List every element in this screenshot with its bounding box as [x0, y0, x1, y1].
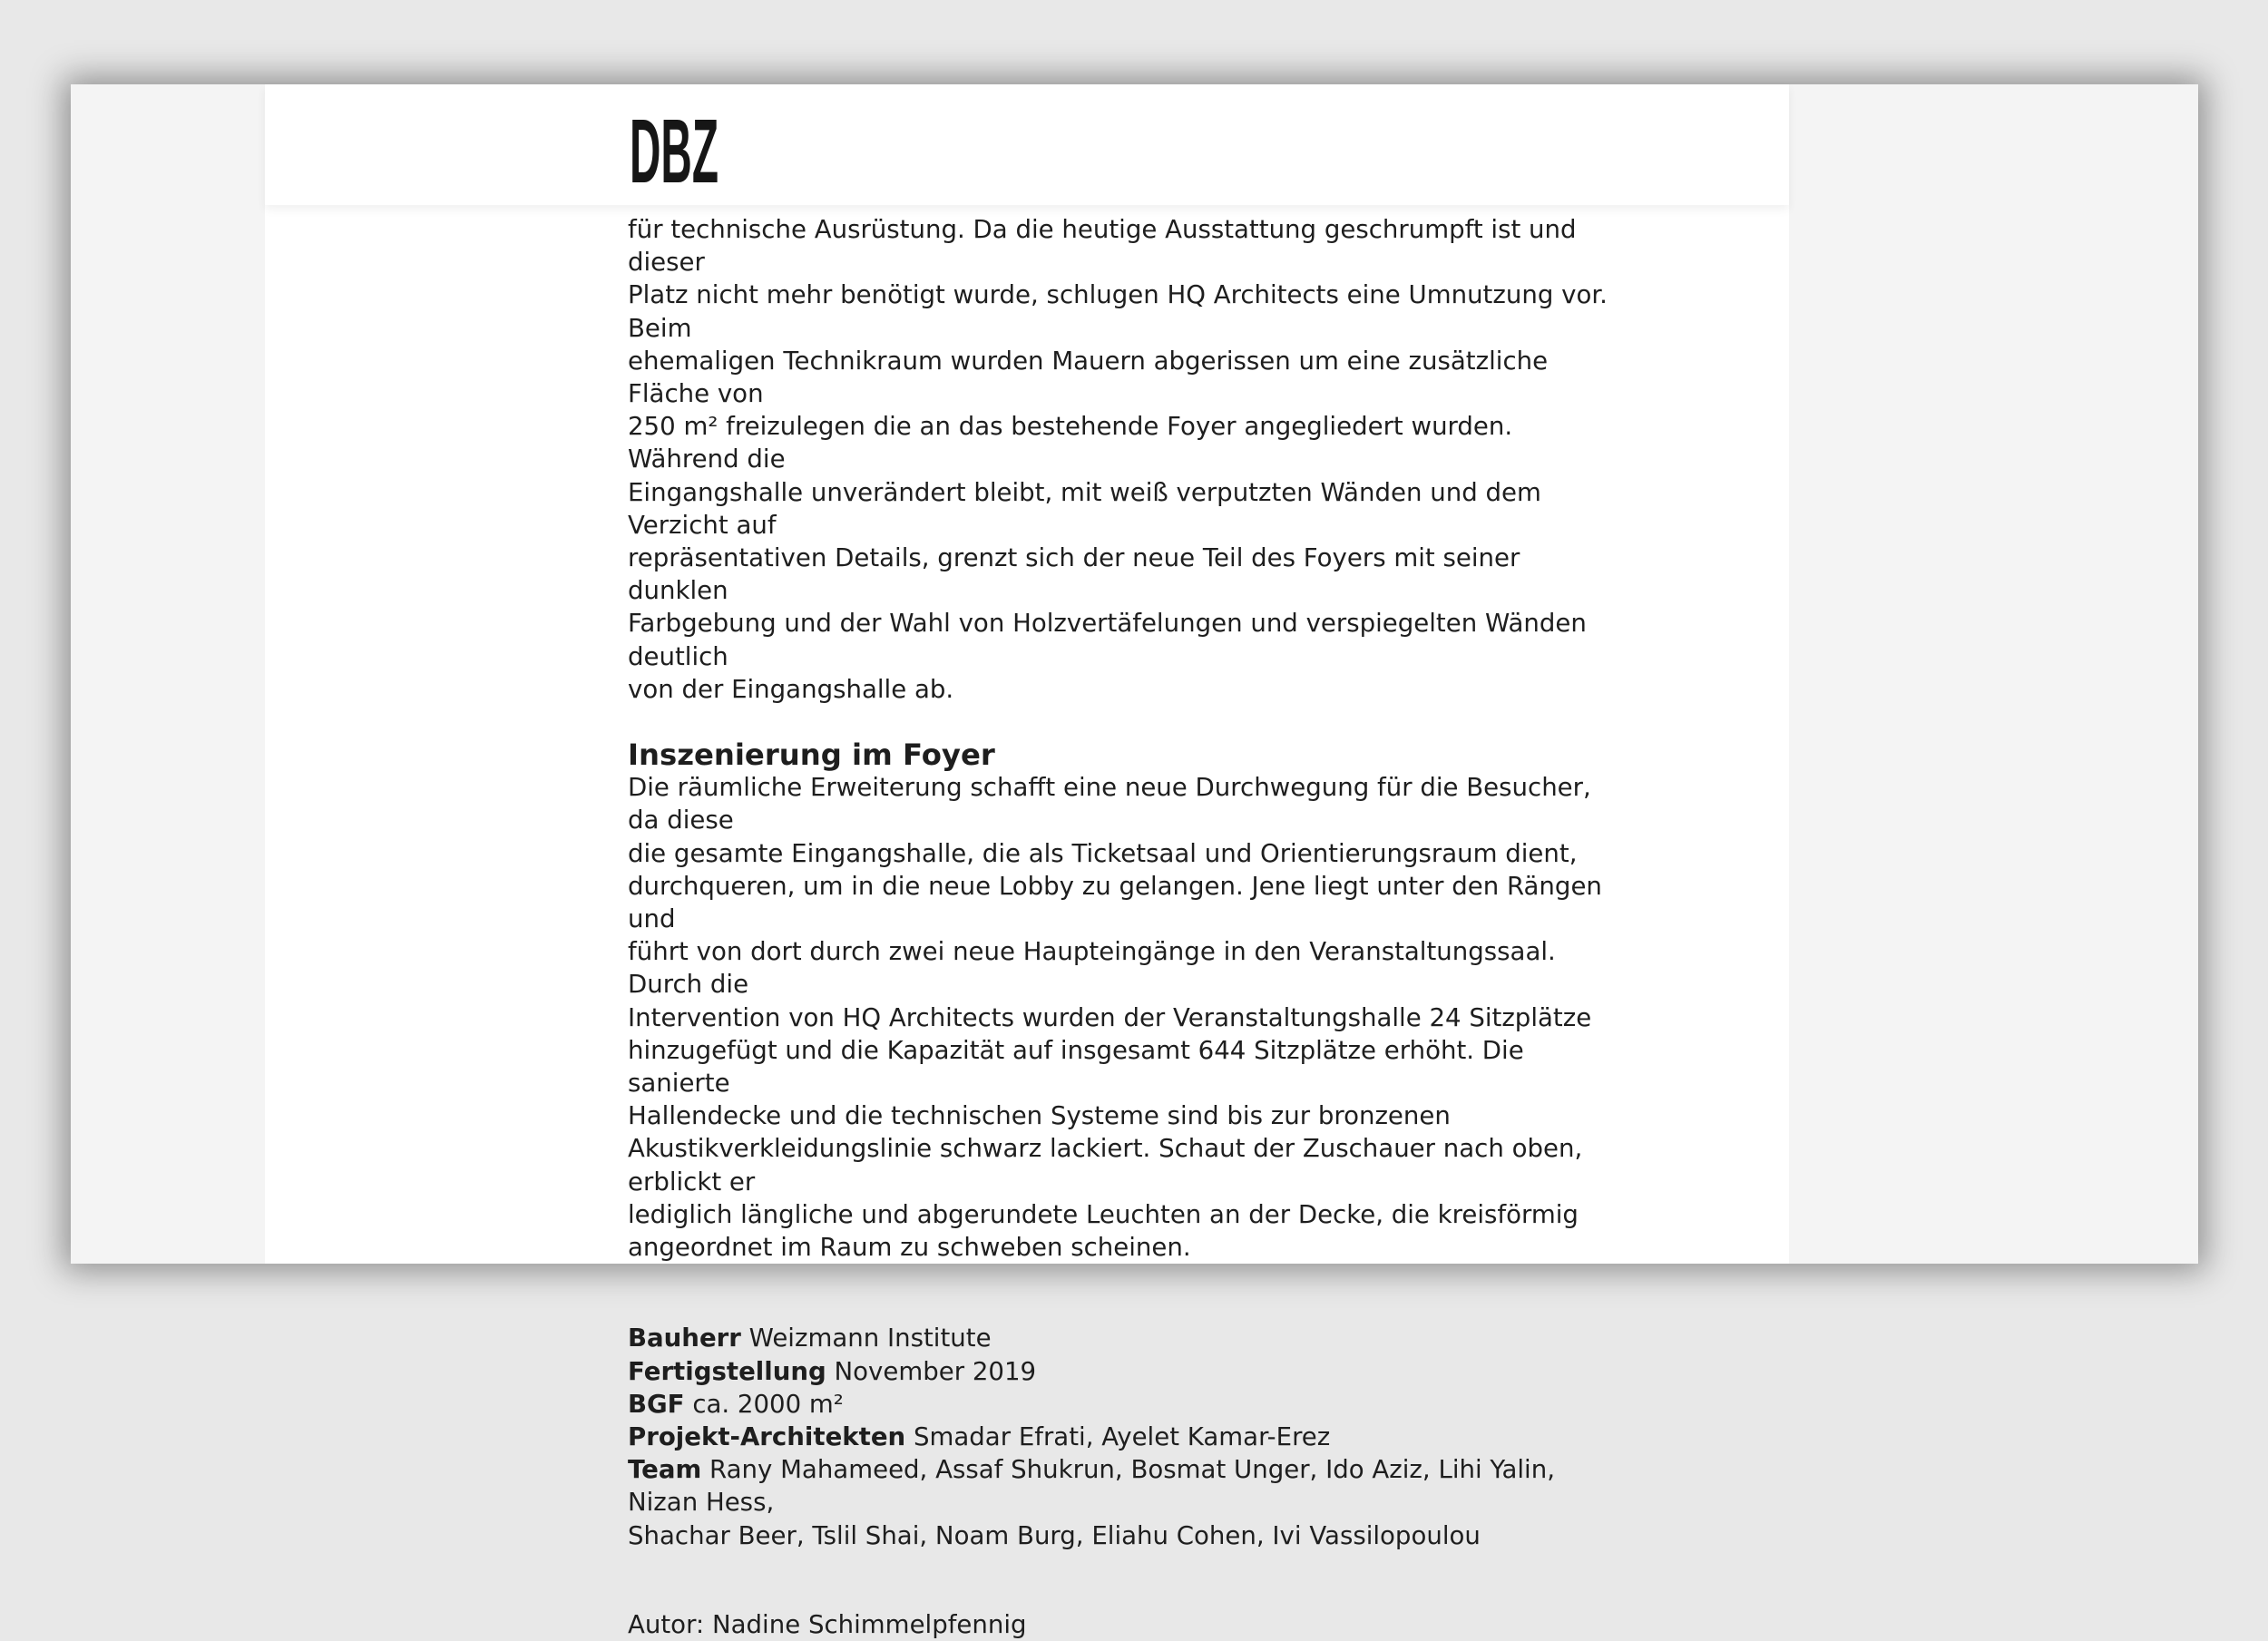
section-heading: Inszenierung im Foyer	[628, 737, 995, 773]
fact-bauherr	[628, 1322, 1608, 1354]
fact-label: Fertigstellung	[628, 1355, 826, 1386]
browser-window	[71, 84, 2198, 1639]
site-header	[265, 84, 1789, 205]
fact-team	[628, 1453, 1608, 1552]
dbz-logo[interactable]	[628, 92, 720, 202]
fact-fertigstellung	[628, 1355, 1608, 1388]
fact-value: Weizmann Institute	[748, 1323, 992, 1353]
fact-label: Team	[628, 1454, 702, 1485]
fact-value: November 2019	[834, 1355, 1037, 1386]
fact-value: Rany Mahameed, Assaf Shukrun, Bosmat Unger, Ido Aziz, Lihi Yalin, Nizan Hess, Shachar Beer, Tslil Shai, Noam Burg, Eliahu Cohen, Ivi Vassilopoulou	[628, 1454, 1555, 1550]
fact-value: ca. 2000 m²	[692, 1388, 844, 1419]
svg-text:DBZ: DBZ	[630, 100, 719, 202]
fact-label: Projekt-Architekten	[628, 1421, 906, 1451]
project-facts	[628, 1322, 1608, 1551]
fact-label: Bauherr	[628, 1323, 741, 1353]
fact-projekt-architekten	[628, 1421, 1608, 1453]
author-line: Autor: Nadine Schimmelpfennig	[628, 1608, 1027, 1639]
intro-paragraph: für technische Ausrüstung. Da die heutige Ausstattung geschrumpft ist und dieser Platz nicht mehr benötigt wurde, schlugen HQ Architects eine Umnutzung vor. Beim ehemaligen Technikraum wurden Mauern abgerissen um eine zusätzliche Fläche von 250 m² freizulegen die an das bestehende Foyer angegliedert wurden. Während die Eingangshalle unverändert bleibt, mit weiß verputzten Wänden und dem Verzicht auf repräsentativen Details, grenzt sich der neue Teil des Foyers mit seiner dunklen Farbgebung und der Wahl von Holzvertäfelungen und verspiegelten Wänden deutlich von der Eingangshalle ab.	[628, 214, 1608, 704]
fact-bgf	[628, 1388, 1608, 1421]
article-page	[265, 84, 1789, 1639]
fact-label: BGF	[628, 1388, 685, 1419]
article-body	[628, 213, 1608, 1641]
fact-value: Smadar Efrati, Ayelet Kamar-Erez	[913, 1421, 1331, 1451]
section-paragraph: Die räumliche Erweiterung schafft eine neue Durchwegung für die Besucher, da diese die gesamte Eingangshalle, die als Ticketsaal und Orientierungsraum dient, durchqueren, um in die neue Lobby zu gelangen. Jene liegt unter den Rängen und führt von dort durch zwei neue Haupteingänge in den Veranstaltungssaal. Durch die Intervention von HQ Architects wurden der Veranstaltungshalle 24 Sitzplätze hinzugefügt und die Kapazität auf insgesamt 644 Sitzplätze erhöht. Die sanierte Hallendecke und die technischen Systeme sind bis zur bronzenen Akustikverkleidungslinie schwarz lackiert. Schaut der Zuschauer nach oben, erblickt er lediglich längliche und abgerundete Leuchten an der Decke, die kreisförmig angeordnet im Raum zu schweben scheinen.	[628, 772, 1602, 1263]
